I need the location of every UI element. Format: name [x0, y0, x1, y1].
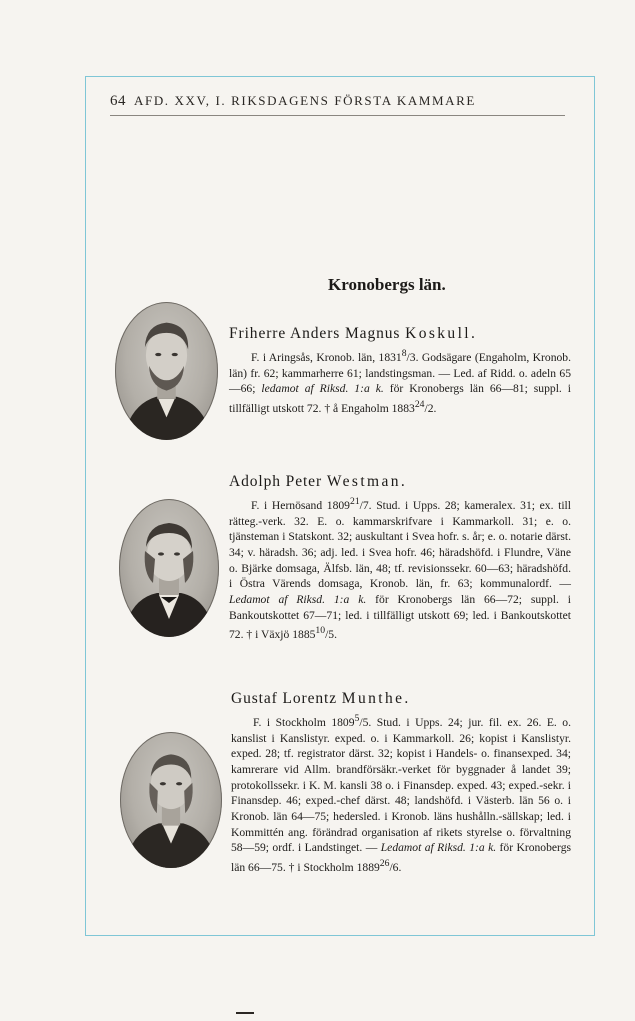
entry-koskull	[229, 325, 571, 417]
name-first: Friherre Anders Magnus	[229, 325, 401, 342]
bio-text: /2.	[424, 401, 437, 415]
bio-italic: ledamot af Riksd. 1:a k.	[261, 382, 384, 396]
entry-bio	[229, 494, 571, 643]
bio-text: /7. Stud. i Upps. 28; kameralex. 31; ex. till rätteg.-verk. 32. E. o. kammarskrifvare i Kammarkoll. 31; e. o. tjänsteman i Statskont. 32; auskultant i Svea hofr. s. år; e. o. notarie därst. 34; v. häradsh. 36; adj. led. i Svea hofr. 46; häradshöfd. i Flundre, Väne o. Bjärke domsaga, Älfsb. län, 48; tf. revisionssekr. 60—63; häradshöfd. i Östra Värends domsaga, Kronob. län, fr. 63; kommunalordf. —	[229, 498, 571, 591]
bio-text: /6.	[389, 861, 402, 875]
running-head	[110, 93, 570, 110]
bio-text: F. i Stockholm 1809	[253, 715, 355, 729]
bio-sup: 26	[379, 858, 390, 870]
bio-sup: 24	[414, 398, 425, 410]
bio-sup: 10	[315, 625, 326, 637]
page-edge-mark	[236, 1012, 254, 1014]
bio-sup: 21	[349, 496, 360, 507]
bio-text: /3. Godsägare (Engaholm, Kronob. län) fr. 62; kammarherre 61; landstingsman. — Led. af Ridd. o. adeln 65—66;	[229, 350, 571, 396]
bio-text: för Kronobergs län 66—81; suppl. i tillfälligt utskott 72. † å Engaholm 1883	[229, 382, 571, 415]
entry-name	[229, 325, 571, 343]
portrait-munthe-image	[120, 732, 222, 868]
bio-italic: Ledamot af Riksd. 1:a k.	[229, 593, 367, 607]
running-head-text: AFD. XXV, I. RIKSDAGENS FÖRSTA KAMMARE	[134, 93, 476, 108]
entry-munthe	[231, 690, 571, 876]
portrait-westman-image	[119, 499, 219, 637]
portrait-munthe	[120, 732, 222, 868]
bio-sup: 5	[354, 713, 360, 724]
name-last: Westman.	[326, 473, 408, 490]
bio-text: F. i Aringsås, Kronob. län, 1831	[251, 350, 402, 364]
bio-text: för Kronobergs län 66—75. † i Stockholm 1889	[231, 841, 572, 875]
header-rule	[110, 115, 565, 116]
bio-text: för Kronobergs län 66—72; suppl. i Bankoutskottet 67—71; led. i tillfälligt utskott 69; led. i Bankoutskottet 72. † i Växjö 1885	[229, 593, 571, 642]
page-number: 64	[110, 93, 126, 109]
name-last: Munthe.	[341, 690, 411, 707]
portrait-koskull	[115, 302, 218, 440]
bio-italic: Ledamot af Riksd. 1:a k.	[380, 841, 497, 855]
name-first: Adolph Peter	[229, 473, 323, 490]
entry-bio	[229, 346, 571, 417]
section-title: Kronobergs län.	[328, 275, 446, 294]
name-first: Gustaf Lorentz	[231, 690, 337, 707]
bio-sup: 8	[401, 348, 407, 359]
entry-westman	[229, 473, 571, 643]
portrait-koskull-image	[115, 302, 218, 440]
entry-bio	[231, 711, 571, 876]
entry-name	[231, 690, 571, 708]
portrait-westman	[119, 499, 219, 637]
bio-text: F. i Hernösand 1809	[251, 498, 350, 512]
bio-text: /5.	[325, 628, 337, 642]
bio-text: /5. Stud. i Upps. 24; jur. fil. ex. 26. E. o. kanslist i Kanslistyr. exped. o. i Kammarkoll. 26; kopist i Kanslistyr. exped. 28; tf. registrator därst. 32; kopist i Handels- o. finansexped. 34; kamrerare vid Allm. brandförsäkr.-verket för byggnader å landet 39; protokollssekr. i K. M. kansli 38 o. i Finansdep. exped. 43; exped.-sekr. i Finansdep. 46; exped.-chef därst. 48; landshöfd. i Västerb. län 56 o. i Kronob. län 64—75; hedersled. i Kronob. läns hushålln.-sällskap; led. i Kommittén ang. förändrad organisation af rikets styrelse o. förvaltning 58—59; ordf. i Landstinget. —	[231, 715, 571, 855]
entry-name	[229, 473, 571, 491]
name-last: Koskull.	[405, 325, 478, 342]
